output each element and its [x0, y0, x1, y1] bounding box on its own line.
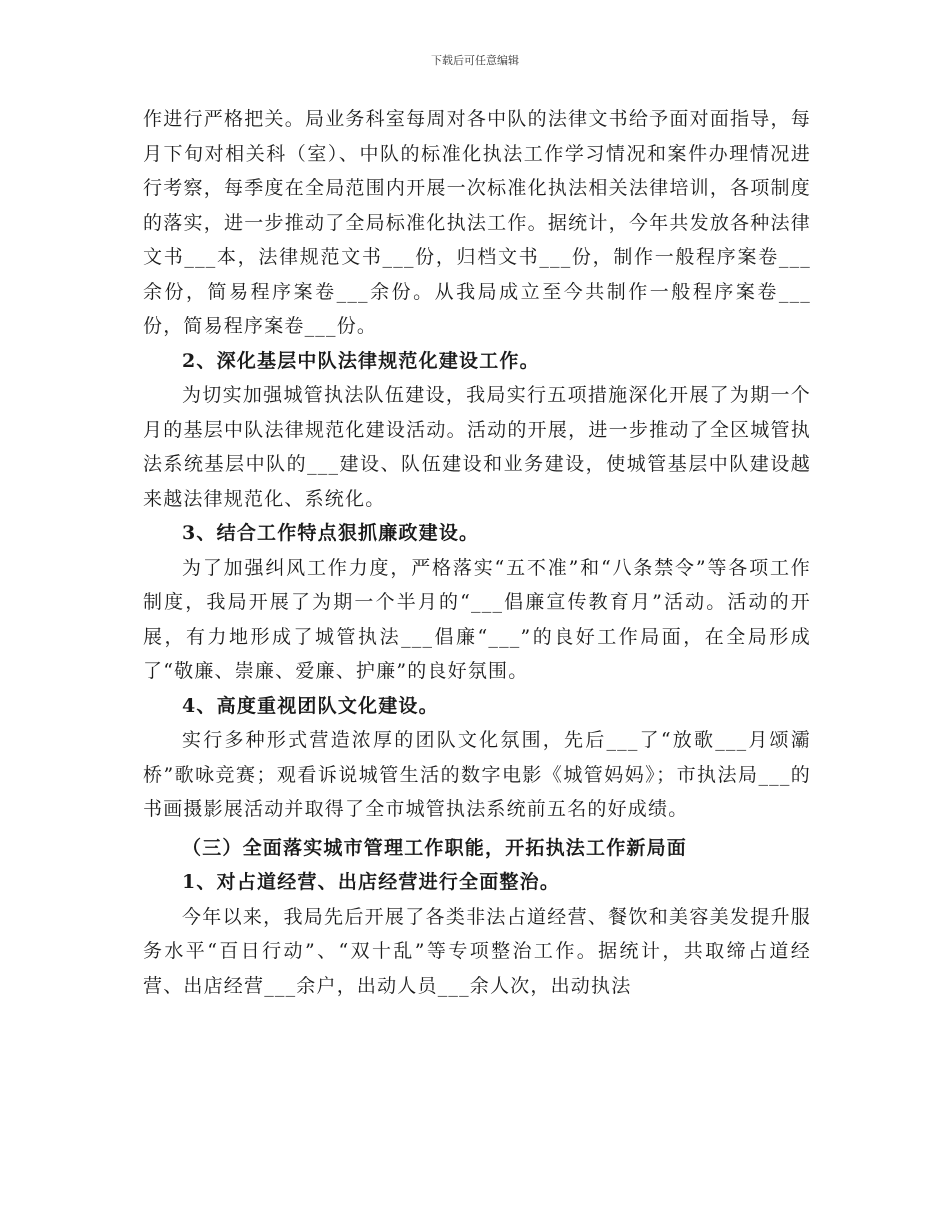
paragraph: 作进行严格把关。局业务科室每周对各中队的法律文书给予面对面指导，每月下旬对相关科（室）、中队的标准化执法工作学习情况和案件办理情况进行考察，每季度在全局范围内开展一次标准化执法相关法律培训，各项制度的落实，进一步推动了全局标准化执法工作。据统计，今年共发放各种法律文书___本，法律规范文书___份，归档文书___份，制作一般程序案卷___余份，简易程序案卷___余份。从我局成立至今共制作一般程序案卷___份，简易程序案卷___份。	[143, 108, 811, 337]
subheading: 2、深化基层中队法律规范化建设工作。	[182, 349, 540, 372]
subheading: 1、对占道经营、出店经营进行全面整治。	[182, 871, 561, 893]
subheading: 3、结合工作特点狠抓廉政建设。	[182, 522, 480, 544]
page-header: 下载后可任意编辑	[431, 54, 519, 67]
paragraph: 今年以来，我局先后开展了各类非法占道经营、餐饮和美容美发提升服务水平“百日行动”、“双十乱”等专项整治工作。据统计，共取缔占道经营、出店经营___余户，出动人员___余人次，出动执法	[143, 905, 811, 997]
paragraph: 为切实加强城管执法队伍建设，我局实行五项措施深化开展了为期一个月的基层中队法律规范化建设活动。活动的开展，进一步推动了全区城管执法系统基层中队的___建设、队伍建设和业务建设，使城管基层中队建设越来越法律规范化、系统化。	[143, 384, 811, 510]
document-body	[143, 102, 811, 1003]
paragraph: 实行多种形式营造浓厚的团队文化氛围，先后___了“放歌___月颂灞桥”歌咏竞赛；观看诉说城管生活的数字电影《城管妈妈》；市执法局___的书画摄影展活动并取得了全市城管执法系统前五名的好成绩。	[143, 729, 811, 820]
section-heading: （三）全面落实城市管理工作职能，开拓执法工作新局面	[182, 836, 688, 859]
paragraph: 为了加强纠风工作力度，严格落实“五不准”和“八条禁令”等各项工作制度，我局开展了为期一个半月的“___倡廉宣传教育月”活动。活动的开展，有力地形成了城管执法___倡廉“___”的良好工作局面，在全局形成了“敬廉、崇廉、爱廉、护廉”的良好氛围。	[143, 556, 811, 682]
subheading: 4、高度重视团队文化建设。	[182, 694, 439, 717]
